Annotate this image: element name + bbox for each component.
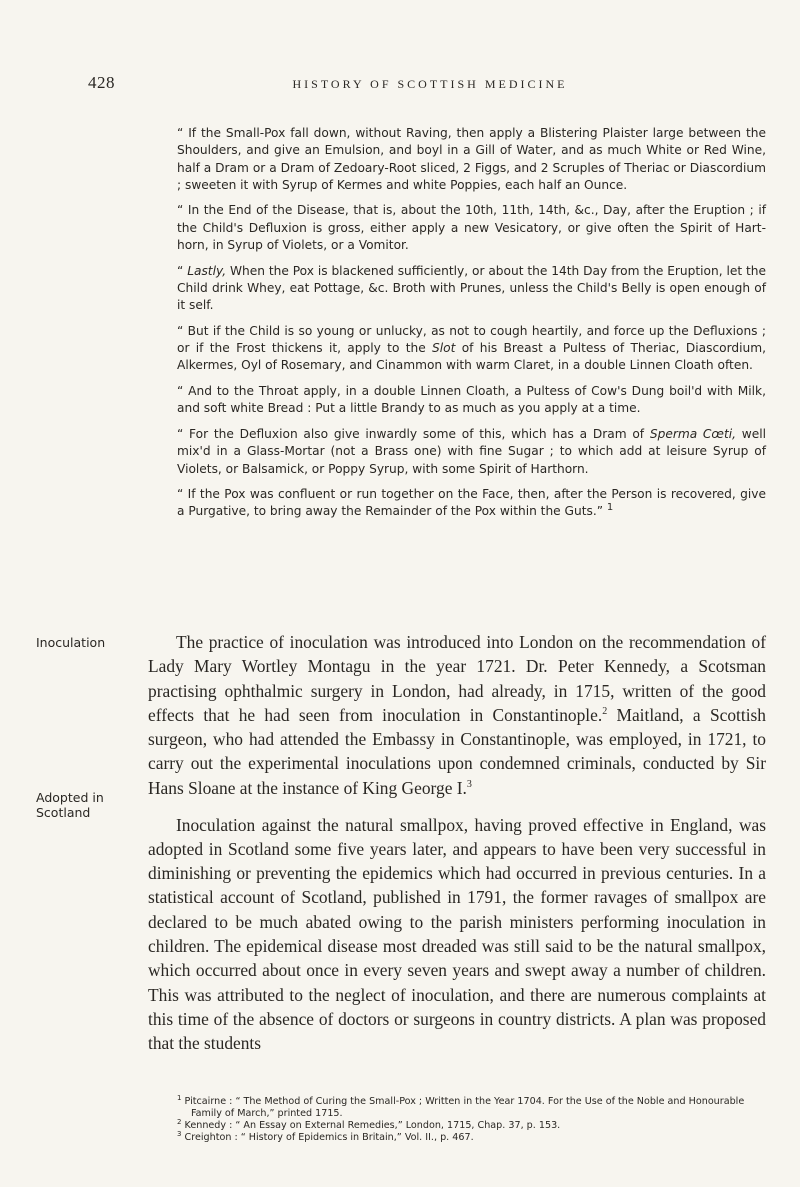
- footnote-mark: 2: [177, 1117, 182, 1126]
- quote-italic: Lastly,: [187, 263, 227, 278]
- quoted-passage: [177, 125, 766, 529]
- footnote-text: Kennedy : “ An Essay on External Remedies,” London, 1715, Chap. 37, p. 153.: [184, 1120, 561, 1131]
- footnote-text: Creighton : “ History of Epidemics in Britain,” Vol. II., p. 467.: [184, 1132, 474, 1143]
- quote-italic: Slot: [432, 341, 456, 356]
- footnotes: [177, 1093, 777, 1144]
- quote-text: “ If the Small-Pox fall down, without Raving, then apply a Blistering Plaister large between the Shoulders, and give an Emulsion, and boyl in a Gill of Water, and as much White or Red Wine, half a Dram or a Dram of Zedoary-Root sliced, 2 Figgs, and 2 Scruples of Theriac or Diascordium ; sweeten it with Syrup of Kermes and white Poppies, each half an Ounce.: [177, 126, 766, 192]
- quote-text: “ But if the Child is so young or unlucky, as not to cough heartily, and force up the Defluxions ; or if the Frost thickens it, apply to the: [177, 323, 766, 356]
- footnote: [177, 1093, 777, 1120]
- quote-paragraph: [177, 383, 766, 418]
- quote-text: When the Pox is blackened sufficiently, or about the 14th Day from the Eruption, let the Child drink Whey, eat Pottage, &c. Broth with Prunes, unless the Child's Belly is open enough of it self.: [177, 263, 766, 313]
- footnote-ref: 1: [606, 502, 614, 514]
- footnote-mark: 3: [177, 1129, 182, 1138]
- running-head: HISTORY OF SCOTTISH MEDICINE: [292, 77, 568, 91]
- quote-paragraph: “ Lastly, When the Pox is blackened sufficiently, or about the 14th Day from the Eruption, let the Child drink Whey, eat Pottage, &c. Broth with Prunes, unless the Child's Belly is open enough of it self.: [177, 263, 766, 313]
- quote-text: “ If the Pox was confluent or run together on the Face, then, after the Person is recovered, give a Purgative, to bring away the Remainder of the Pox within the Guts.”: [177, 487, 766, 519]
- quote-italic: Sperma Cœti,: [649, 426, 736, 441]
- page-header: [0, 71, 800, 101]
- side-note-inoculation: Inoculation: [36, 635, 106, 650]
- quote-paragraph: [177, 426, 766, 478]
- footnote: [177, 1117, 777, 1132]
- footnote: [177, 1129, 777, 1144]
- footnote-ref: 2: [602, 706, 608, 718]
- footnote-ref: 3: [466, 778, 472, 790]
- page-number: 428: [88, 73, 115, 92]
- body-text-span: Maitland, a Scottish surgeon, who had attended the Embassy in Constantinople, was employed, in 1721, to carry out the experimental inoculations upon condemned criminals, conducted by Sir Hans Sloane at the instance of King George I.: [148, 704, 766, 798]
- quote-paragraph: [177, 323, 766, 375]
- footnote-text: Pitcairne : “ The Method of Curing the Small-Pox ; Written in the Year 1704. For the Use of the Noble and Honourable Family of March,” printed 1715.: [184, 1096, 745, 1119]
- quote-text: of his Breast a Pultess of Theriac, Diascordium, Alkermes, Oyl of Rosemary, and Cinammon with warm Claret, in a double Linnen Cloath often.: [177, 341, 766, 373]
- quote-paragraph: [177, 125, 766, 194]
- quote-text: “ For the Defluxion also give inwardly some of this, which has a Dram of: [177, 426, 650, 441]
- footnote-mark: 1: [177, 1093, 182, 1102]
- quote-text: “ In the End of the Disease, that is, about the 10th, 11th, 14th, &c., Day, after the Eruption ; if the Child's Defluxion is gross, either apply a new Vesicatory, or give often the Spirit of Hart-horn, in Syrup of Violets, or a Vomitor.: [177, 203, 766, 253]
- body-text-span: Inoculation against the natural smallpox, having proved effective in England, was adopted in Scotland some five years later, and appears to have been very successful in diminishing or preventing the epidemics which had occurred in previous centuries. In a statistical account of Scotland, published in 1791, the former ravages of smallpox are declared to be much abated owing to the parish ministers performing inoculation in children. The epidemical disease most dreaded was still said to be the natural smallpox, which occurred about once in every seven years and swept away a number of children. This was attributed to the neglect of inoculation, and there are numerous complaints at this time of the absence of doctors or surgeons in country districts. A plan was proposed that the students: [148, 814, 766, 1054]
- body-paragraph: [148, 813, 766, 1056]
- side-note-adopted-in-scotland: Adopted in Scotland: [36, 790, 104, 820]
- body-text-span: The practice of inoculation was introduced into London on the recommendation of Lady Mary Wortley Montagu in the year 1721. Dr. Peter Kennedy, a Scotsman practising ophthalmic surgery in London, had already, in 1715, written of the good effects that he had seen from inoculation in Constantinople.: [148, 632, 766, 725]
- body-paragraph: [148, 630, 766, 800]
- quote-paragraph: [177, 486, 766, 521]
- quote-text: “ And to the Throat apply, in a double Linnen Cloath, a Pultess of Cow's Dung boil'd with Milk, and soft white Bread : Put a little Brandy to as much as you apply at a time.: [177, 384, 766, 416]
- quote-text: well mix'd in a Glass-Mortar (not a Brass one) with fine Sugar ; to which add at leisure Syrup of Violets, or Balsamick, or Poppy Syrup, with some Spirit of Harthorn.: [177, 426, 766, 476]
- body-text: [148, 630, 766, 1068]
- quote-paragraph: [177, 202, 766, 254]
